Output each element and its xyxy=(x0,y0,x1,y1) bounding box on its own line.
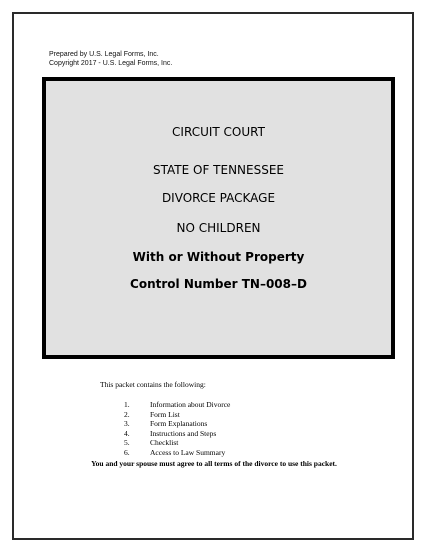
list-item-number: 4. xyxy=(124,428,130,438)
package-title: DIVORCE PACKAGE xyxy=(161,191,276,205)
copyright-text: Copyright 2017 - U.S. Legal Forms, Inc. xyxy=(49,60,173,67)
cover-box xyxy=(42,77,395,359)
agreement-notice: You and your spouse must agree to all terms of the divorce to use this packet. xyxy=(91,459,337,468)
preparer-notice xyxy=(49,50,172,68)
list-item-number: 1. xyxy=(124,400,130,409)
control-number: Control Number TN–008–D xyxy=(130,277,307,291)
contents-intro: This packet contains the following: xyxy=(100,380,206,389)
list-item-number: 6. xyxy=(124,447,130,457)
prepared-by-text: Prepared by U.S. Legal Forms, Inc. xyxy=(49,51,159,58)
children-title: NO CHILDREN xyxy=(176,221,261,235)
list-item-label: Instructions and Steps xyxy=(150,428,217,438)
property-title: With or Without Property xyxy=(132,250,305,264)
list-item-label: Checklist xyxy=(150,438,179,448)
contents-list xyxy=(124,400,230,458)
list-item-label: Form List xyxy=(150,409,180,419)
list-item xyxy=(124,419,230,429)
list-item-label: Form Explanations xyxy=(150,419,208,429)
list-item xyxy=(124,448,230,458)
list-item-number: 3. xyxy=(124,419,130,429)
list-item-number: 2. xyxy=(124,409,130,419)
court-title: CIRCUIT COURT xyxy=(172,125,265,139)
list-item xyxy=(124,429,230,439)
list-item xyxy=(124,438,230,448)
list-item xyxy=(124,400,230,410)
list-item-label: Information about Divorce xyxy=(150,400,231,409)
list-item-label: Access to Law Summary xyxy=(150,447,226,457)
list-item xyxy=(124,410,230,420)
list-item-number: 5. xyxy=(124,438,130,448)
state-title: STATE OF TENNESSEE xyxy=(152,163,285,177)
